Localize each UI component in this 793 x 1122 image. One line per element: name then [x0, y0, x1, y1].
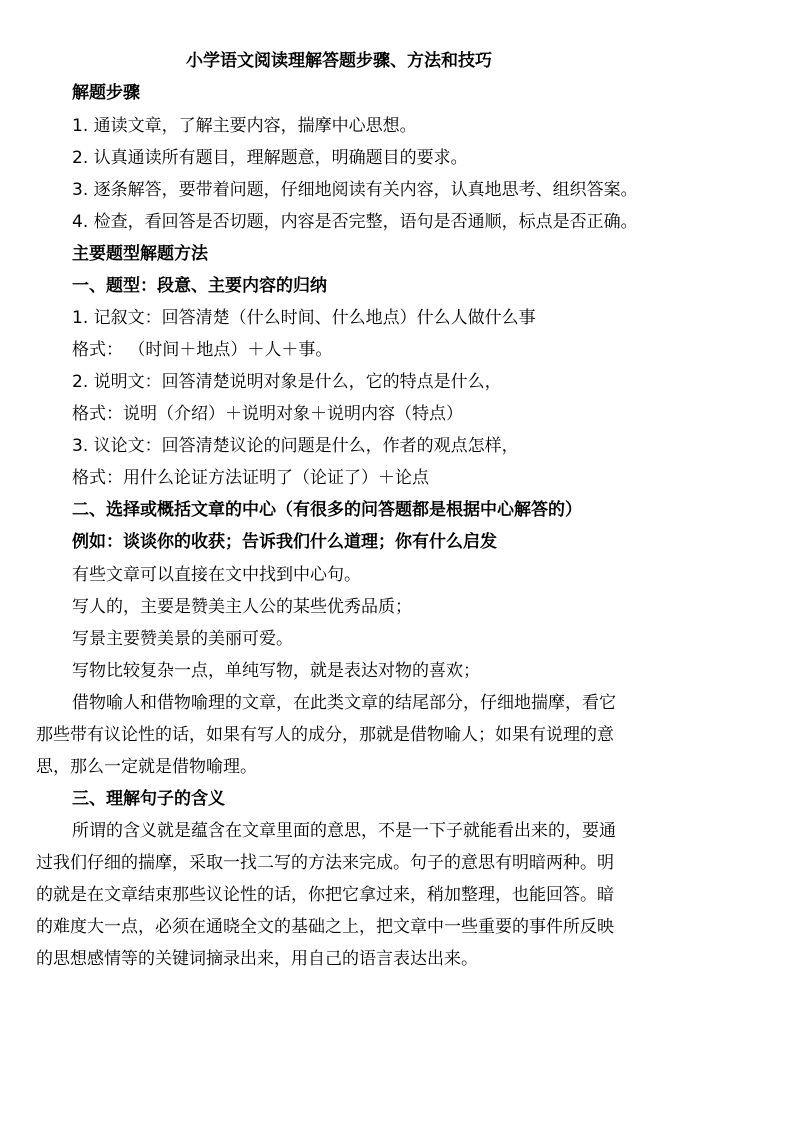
step-item: 4. 检查，看回答是否切题，内容是否完整，语句是否通顺，标点是否正确。 — [72, 212, 638, 232]
part1-line: 2. 说明文：回答清楚说明对象是什么，它的特点是什么， — [72, 372, 502, 392]
part3-paragraph-line: 过我们仔细的揣摩，采取一找二写的方法来完成。句子的意思有明暗两种。明 — [36, 853, 614, 873]
part2-line: 写人的，主要是赞美主人公的某些优秀品质； — [72, 597, 412, 617]
part1-line: 格式： （时间＋地点）＋人＋事。 — [72, 340, 333, 360]
part2-paragraph-line: 那些带有议论性的话，如果有写人的成分，那就是借物喻人；如果有说理的意 — [36, 725, 614, 745]
part-heading-1: 一、题型：段意、主要内容的归纳 — [72, 276, 327, 296]
step-item: 1. 通读文章，了解主要内容，揣摩中心思想。 — [72, 116, 417, 136]
part3-paragraph-line: 所谓的含义就是蕴含在文章里面的意思，不是一下子就能看出来的，要通 — [72, 821, 616, 841]
part-heading-3: 三、理解句子的含义 — [72, 789, 225, 809]
part3-paragraph-line: 的难度大一点，必须在通晓全文的基础之上，把文章中一些重要的事件所反映 — [36, 917, 614, 937]
section-heading-methods: 主要题型解题方法 — [72, 244, 208, 264]
step-item: 3. 逐条解答，要带着问题，仔细地阅读有关内容，认真地思考、组织答案。 — [72, 180, 638, 200]
part-heading-2: 二、选择或概括文章的中心（有很多的问答题都是根据中心解答的） — [72, 500, 582, 520]
part2-line: 有些文章可以直接在文中找到中心句。 — [72, 565, 361, 585]
step-item: 2. 认真通读所有题目，理解题意，明确题目的要求。 — [72, 148, 468, 168]
part2-line: 写物比较复杂一点，单纯写物，就是表达对物的喜欢； — [72, 661, 480, 681]
part1-line: 3. 议论文：回答清楚议论的问题是什么，作者的观点怎样， — [72, 436, 519, 456]
part2-paragraph-line: 借物喻人和借物喻理的文章，在此类文章的结尾部分，仔细地揣摩，看它 — [72, 693, 616, 713]
part2-paragraph-line: 思，那么一定就是借物喻理。 — [36, 757, 257, 777]
part1-line: 格式：说明（介绍）＋说明对象＋说明内容（特点） — [72, 404, 463, 424]
part3-paragraph-line: 的思想感情等的关键词摘录出来，用自己的语言表达出来。 — [36, 949, 478, 969]
part2-line: 写景主要赞美景的美丽可爱。 — [72, 629, 293, 649]
part3-paragraph-line: 的就是在文章结束那些议论性的话，你把它拿过来，稍加整理，也能回答。暗 — [36, 885, 614, 905]
part1-line: 格式：用什么论证方法证明了（论证了）＋论点 — [72, 468, 429, 488]
section-heading-steps: 解题步骤 — [72, 83, 140, 103]
part2-example: 例如：谈谈你的收获；告诉我们什么道理；你有什么启发 — [72, 532, 497, 552]
part1-line: 1. 记叙文：回答清楚（什么时间、什么地点）什么人做什么事 — [72, 308, 536, 328]
page-title: 小学语文阅读理解答题步骤、方法和技巧 — [186, 51, 492, 71]
